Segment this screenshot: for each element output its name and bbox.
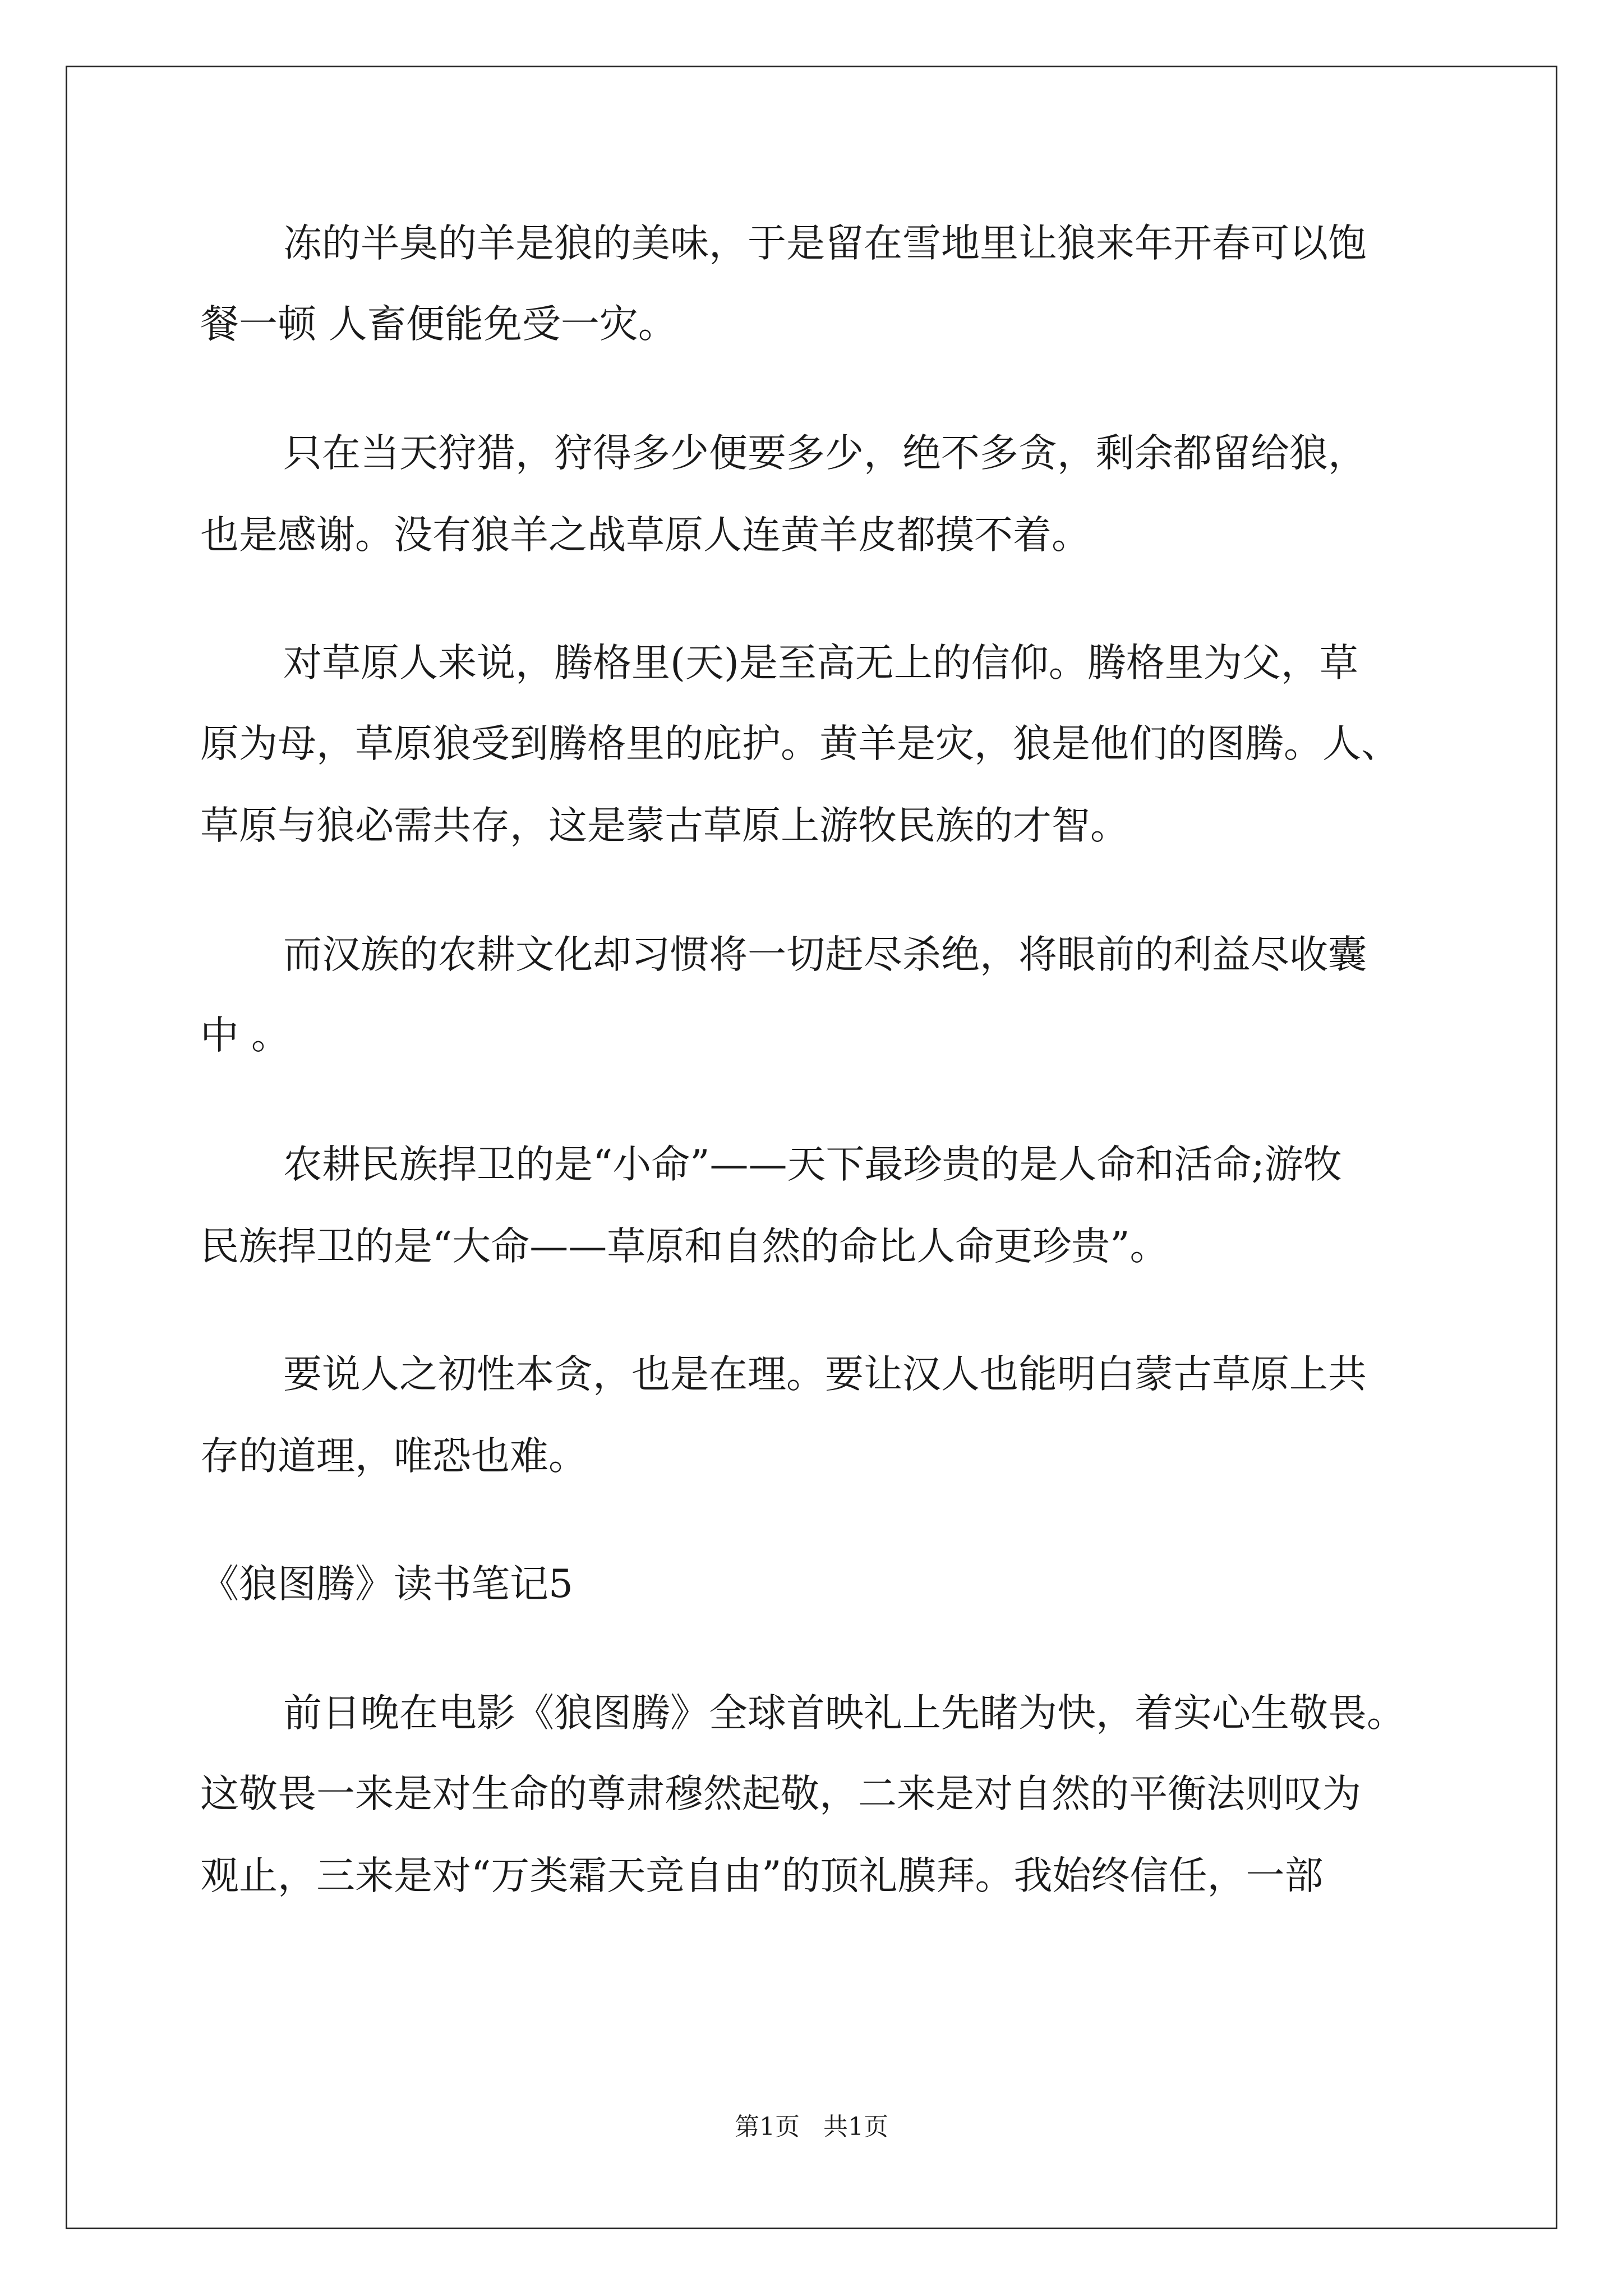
paragraph-line: 餐一顿 人畜便能免受一灾。 — [200, 302, 677, 347]
paragraph-line: 对草原人来说，腾格里(天)是至高无上的信仰。腾格里为父，草 — [283, 641, 1358, 685]
paragraph-line: 前日晚在电影《狼图腾》全球首映礼上先睹为快，着实心生敬畏。 — [283, 1691, 1405, 1736]
paragraph-line: 冻的半臭的羊是狼的美味，于是留在雪地里让狼来年开春可以饱 — [283, 221, 1367, 266]
paragraph-line: 原为母，草原狼受到腾格里的庇护。黄羊是灾，狼是他们的图腾。人、 — [200, 721, 1400, 766]
page-footer: 第1页 共1页 — [735, 2113, 888, 2141]
paragraph-line: 而汉族的农耕文化却习惯将一切赶尽杀绝，将眼前的利益尽收囊 — [283, 932, 1367, 977]
paragraph-line: 中 。 — [200, 1013, 290, 1058]
paragraph-line: 要说人之初性本贪，也是在理。要让汉人也能明白蒙古草原上共 — [283, 1352, 1367, 1397]
paragraph-line: 农耕民族捍卫的是“小命”——天下最珍贵的是人命和活命;游牧 — [283, 1142, 1342, 1187]
paragraph-line: 这敬畏一来是对生命的尊肃穆然起敬，二来是对自然的平衡法则叹为 — [200, 1772, 1361, 1816]
paragraph-line: 草原与狼必需共存，这是蒙古草原上游牧民族的才智。 — [200, 803, 1129, 848]
paragraph-line: 也是感谢。没有狼羊之战草原人连黄羊皮都摸不着。 — [200, 513, 1090, 558]
paragraph-line: 观止，三来是对“万类霜天竞自由”的顶礼膜拜。我始终信任，一部 — [200, 1853, 1324, 1898]
paragraph-line: 只在当天狩猎，狩得多少便要多少，绝不多贪，剩余都留给狼， — [283, 431, 1367, 476]
paragraph-line: 存的道理，唯恐也难。 — [200, 1434, 587, 1479]
paragraph-line: 民族捍卫的是“大命——草原和自然的命比人命更珍贵”。 — [200, 1224, 1169, 1269]
section-heading: 《狼图腾》读书笔记5 — [200, 1562, 573, 1607]
